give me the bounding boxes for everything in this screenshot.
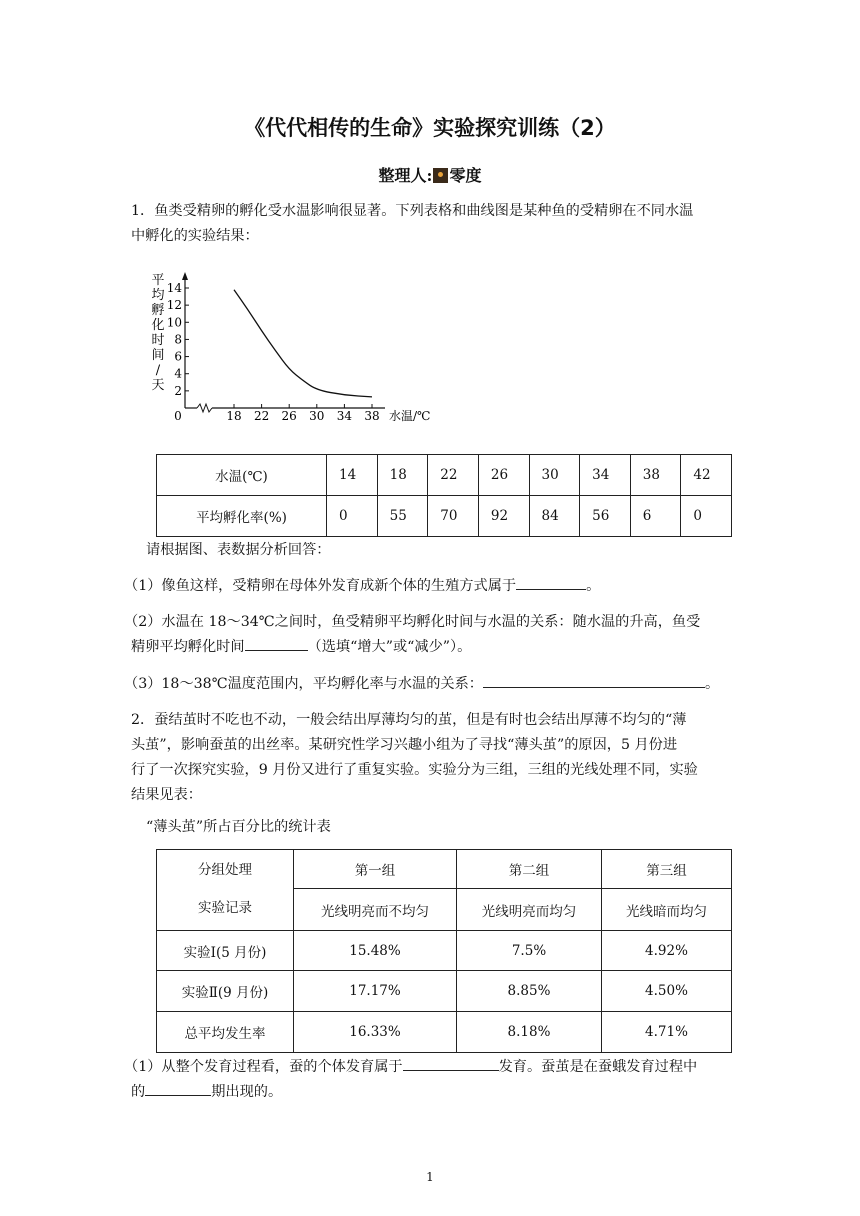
y-axis-label-char: 平 [151,273,165,288]
table-cell: 30 [529,455,580,496]
hatching-time-chart [145,268,445,428]
table-cell: 22 [428,455,479,496]
table-row-label: 实验Ⅱ(9 月份) [157,971,294,1012]
table-row-label: 总平均发生率 [157,1012,294,1053]
table-cell: 70 [428,496,479,537]
y-axis-label-char: 化 [151,318,165,333]
y-axis-label-char: 间 [151,348,165,363]
y-tick-label: 4 [174,366,182,381]
x-tick-label: 38 [364,409,380,423]
q2-sub1-text3: 的 [131,1084,146,1100]
q2-sub1-end: 期出现的。 [211,1084,283,1100]
answer-blank[interactable] [245,636,308,651]
table-cell: 15.48% [294,931,457,971]
x-tick-label: 34 [336,409,353,423]
table-cell: 6 [630,496,681,537]
table-cell: 0 [681,496,732,537]
q1-sub1-text: （1）像鱼这样，受精卵在母体外发育成新个体的生殖方式属于 [124,578,517,594]
q1-sub2-text: 精卵平均孵化时间 [131,639,245,655]
q2-sub1-text: （1）从整个发育过程看，蚕的个体发育属于 [124,1059,403,1075]
answer-blank[interactable] [145,1081,211,1096]
q2-line4: 结果见表： [131,787,202,803]
q2-sub1-line1 [124,1055,744,1080]
thin-cocoon-table [156,849,732,1053]
table-cell: 光线暗而均匀 [602,889,732,931]
table-cell: 92 [478,496,529,537]
author-name: 零度 [449,166,482,185]
y-axis-label-char: 天 [151,378,165,393]
q2-table-title: “薄头茧”所占百分比的统计表 [146,819,331,835]
q1-sub3-text: （3）18～38℃温度范围内，平均孵化率与水温的关系： [124,676,483,692]
corner-bottom: 实验记录 [198,900,252,916]
table-row-label: 实验Ⅰ(5 月份) [157,931,294,971]
table-header-hatching-rate: 平均孵化率(%) [157,496,327,537]
q2-line1: 2．蚕结茧时不吃也不动，一般会结出厚薄均匀的茧，但是有时也会结出厚薄不均匀的“薄 [131,712,687,728]
hatching-rate-table [156,454,732,537]
table-cell: 8.85% [457,971,602,1012]
author-prefix: 整理人: [378,166,433,185]
table-cell: 84 [529,496,580,537]
x-tick-label: 22 [253,409,270,423]
table-row-groups [157,850,732,889]
table-cell: 14 [327,455,378,496]
x-tick-label: 18 [226,409,242,423]
answer-blank[interactable] [516,575,586,590]
y-axis-label-char: 均 [151,288,165,303]
table-cell: 0 [327,496,378,537]
x-tick-label: 26 [281,409,297,423]
q1-sub1 [124,574,744,599]
table-header-group-2: 第二组 [457,850,602,889]
x-axis-break [197,404,212,412]
table-header-group-1: 第一组 [294,850,457,889]
tick-group [167,281,380,423]
x-tick-label: 30 [309,409,325,423]
table-cell: 18 [377,455,428,496]
q1-intro-line1: 1．鱼类受精卵的孵化受水温影响很显著。下列表格和曲线图是某种鱼的受精卵在不同水温 [131,203,694,219]
q1-sub2-line2 [131,635,731,660]
q1-sub2-line1: （2）水温在 18～34℃之间时，鱼受精卵平均孵化时间与水温的关系：随水温的升高，鱼受 [124,614,701,630]
table-header-group-3: 第三组 [602,850,732,889]
chart-ylabel [151,273,164,393]
q1-sub3 [124,672,744,697]
table-cell: 34 [580,455,631,496]
page-title: 《代代相传的生命》实验探究训练（2） [244,116,616,140]
table-row [157,931,732,971]
y-axis-arrow [182,272,188,280]
q2-line2: 头茧”，影响蚕茧的出丝率。某研究性学习兴趣小组为了寻找“薄头茧”的原因，5 月份进 [131,737,678,753]
table-cell: 56 [580,496,631,537]
series-line [234,290,372,397]
q2-sub1-text2: 发育。蚕茧是在蚕蛾发育过程中 [498,1059,698,1075]
y-axis-label-char: 孵 [151,303,165,318]
table-cell: 16.33% [294,1012,457,1053]
author-line [0,163,860,186]
q1-sub3-end: 。 [704,676,720,692]
q1-sub1-end: 。 [586,578,601,594]
table-cell: 38 [630,455,681,496]
table-cell: 26 [478,455,529,496]
answer-blank[interactable] [483,673,705,688]
table-row-temperature [157,455,732,496]
answer-blank[interactable] [403,1056,499,1071]
table-header-water-temp: 水温(℃) [157,455,327,496]
y-axis-label-char: 时 [151,333,165,348]
y-tick-label: 10 [166,315,182,330]
y-tick-label: 14 [166,281,182,295]
table-corner-cell [157,850,294,931]
y-axis-label-char: / [155,363,161,378]
table-row [157,971,732,1012]
q1-sub2-end: （选填“增大”或“减少”）。 [307,639,472,655]
q2-line3: 行了一次探究实验，9 月份又进行了重复实验。实验分为三组，三组的光线处理不同，实验 [131,762,698,778]
table-cell: 光线明亮而均匀 [457,889,602,931]
table-cell: 4.71% [602,1012,732,1053]
table-cell: 4.50% [602,971,732,1012]
y-tick-label: 8 [174,332,182,347]
corner-top: 分组处理 [198,862,252,878]
page-number: 1 [426,1170,434,1184]
table-cell: 8.18% [457,1012,602,1053]
table-cell: 7.5% [457,931,602,971]
table-cell: 42 [681,455,732,496]
y-tick-label: 6 [174,349,182,364]
table-cell: 55 [377,496,428,537]
x-axis-label: 水温/℃ [389,409,431,423]
table-cell: 4.92% [602,931,732,971]
q1-intro-line2: 中孵化的实验结果： [131,228,259,244]
table-row [157,1012,732,1053]
q2-sub1-line2 [131,1080,731,1105]
author-avatar-icon [433,168,448,183]
y-tick-label: 12 [166,298,182,313]
origin-label: 0 [174,409,182,423]
q1-prompt: 请根据图、表数据分析回答： [146,542,331,558]
table-cell: 光线明亮而不均匀 [294,889,457,931]
y-tick-label: 2 [174,383,182,398]
table-cell: 17.17% [294,971,457,1012]
table-row-hatching-rate [157,496,732,537]
